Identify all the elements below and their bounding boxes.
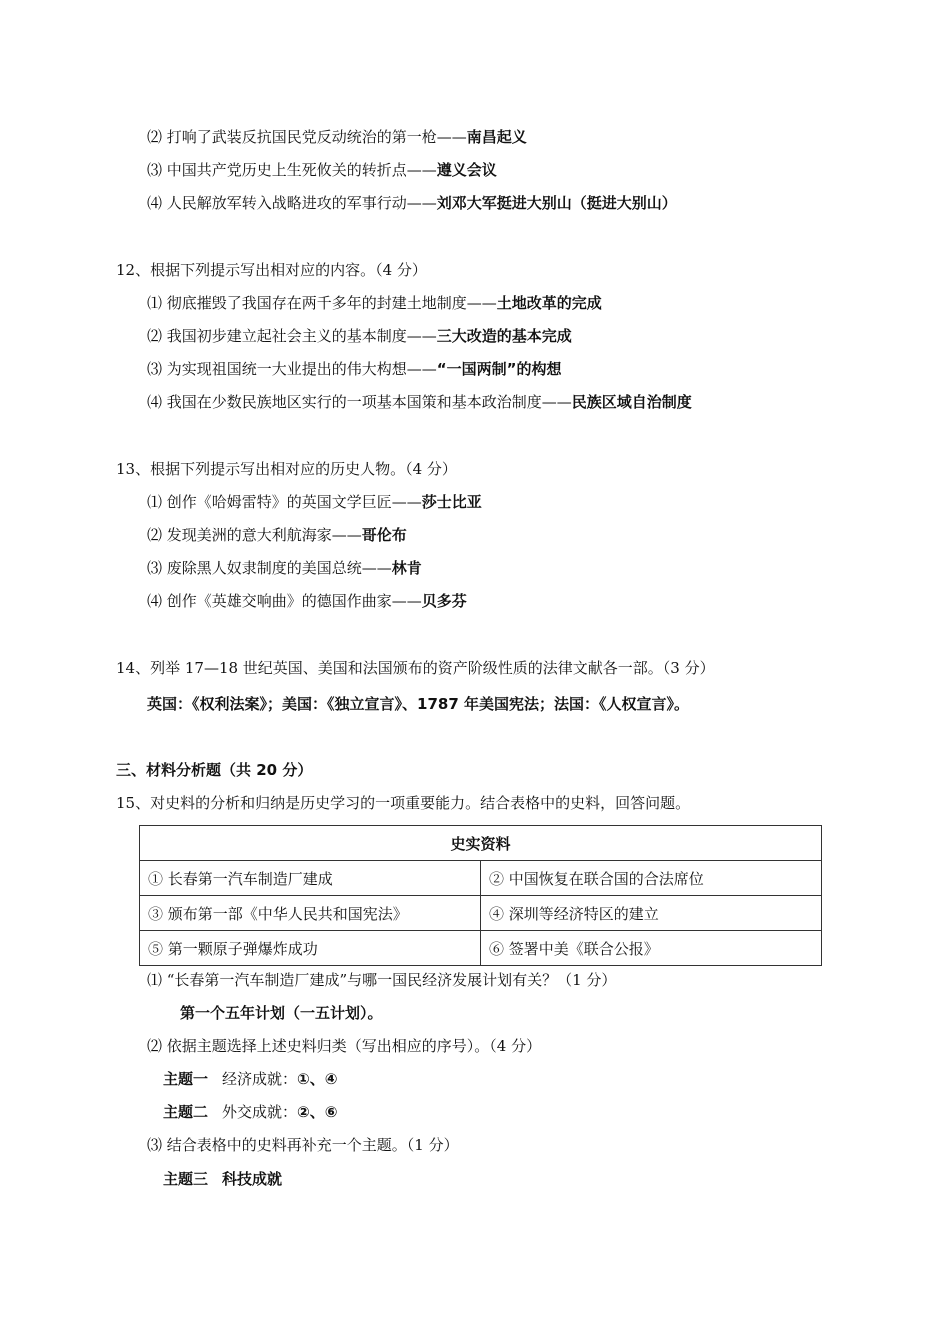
- q11-item-3: ⑶ 中国共产党历史上生死攸关的转折点——遵义会议: [147, 161, 497, 179]
- q11-item-2: ⑵ 打响了武装反抗国民党反动统治的第一枪——南昌起义: [147, 128, 527, 146]
- q15-sub3-question: ⑶ 结合表格中的史料再补充一个主题。（1 分）: [147, 1136, 459, 1154]
- theme-name: 经济成就：: [222, 1070, 298, 1088]
- q11-item-4: ⑷ 人民解放军转入战略进攻的军事行动——刘邓大军挺进大别山（挺进大别山）: [147, 194, 677, 212]
- theme-label: 主题二: [163, 1103, 209, 1121]
- theme-row-2: [163, 1102, 337, 1122]
- q12-title: 12、根据下列提示写出相对应的内容。（4 分）: [116, 261, 427, 279]
- q13-item-4: ⑷ 创作《英雄交响曲》的德国作曲家——贝多芬: [147, 592, 467, 610]
- q15-sub1-answer: 第一个五年计划（一五计划）。: [180, 1004, 383, 1022]
- theme-answer: 科技成就: [222, 1170, 283, 1188]
- answer: 哥伦布: [361, 526, 407, 544]
- q15-sub2-question: ⑵ 依据主题选择上述史料归类（写出相应的序号）。（4 分）: [147, 1037, 542, 1055]
- table-row: [140, 931, 822, 966]
- q12-item-3: ⑶ 为实现祖国统一大业提出的伟大构想——“一国两制”的构想: [147, 360, 562, 378]
- q12-item-2: ⑵ 我国初步建立起社会主义的基本制度——三大改造的基本完成: [147, 327, 572, 345]
- table-header: 史实资料: [140, 826, 822, 861]
- answer: “一国两制”的构想: [436, 360, 562, 378]
- q13-item-1: ⑴ 创作《哈姆雷特》的英国文学巨匠——莎士比亚: [147, 493, 482, 511]
- answer: 林肯: [391, 559, 422, 577]
- answer: 土地改革的完成: [496, 294, 602, 312]
- q13-item-3: ⑶ 废除黑人奴隶制度的美国总统——林肯: [147, 559, 422, 577]
- q13-item-2: ⑵ 发现美洲的意大利航海家——哥伦布: [147, 526, 407, 544]
- theme-answer: ②、⑥: [297, 1103, 338, 1121]
- q14-title: 14、列举 17—18 世纪英国、美国和法国颁布的资产阶级性质的法律文献各一部。（3 分）: [116, 659, 715, 677]
- q14-answer: 英国：《权利法案》；美国：《独立宣言》、1787 年美国宪法；法国：《人权宣言》。: [147, 695, 689, 713]
- theme-answer: ①、④: [297, 1070, 338, 1088]
- q15-title: 15、对史料的分析和归纳是历史学习的一项重要能力。结合表格中的史料，回答问题。: [116, 794, 691, 812]
- theme-label: 主题一: [163, 1070, 209, 1088]
- answer: 三大改造的基本完成: [436, 327, 572, 345]
- answer: 贝多芬: [421, 592, 467, 610]
- answer: 莎士比亚: [421, 493, 482, 511]
- table-cell: ③ 颁布第一部《中华人民共和国宪法》: [140, 896, 481, 931]
- section-title: 三、材料分析题（共 20 分）: [116, 761, 313, 779]
- table-cell: ⑥ 签署中美《联合公报》: [481, 931, 822, 966]
- table-cell: ④ 深圳等经济特区的建立: [481, 896, 822, 931]
- q12-item-1: ⑴ 彻底摧毁了我国存在两千多年的封建土地制度——土地改革的完成: [147, 294, 602, 312]
- q13-title: 13、根据下列提示写出相对应的历史人物。（4 分）: [116, 460, 457, 478]
- answer: 遵义会议: [436, 161, 497, 179]
- table-row: [140, 861, 822, 896]
- answer: 民族区域自治制度: [571, 393, 692, 411]
- theme-row-1: [163, 1069, 337, 1089]
- theme-name: 外交成就：: [222, 1103, 298, 1121]
- q12-item-4: ⑷ 我国在少数民族地区实行的一项基本国策和基本政治制度——民族区域自治制度: [147, 393, 692, 411]
- answer: 南昌起义: [466, 128, 527, 146]
- q15-sub1-question: ⑴ “长春第一汽车制造厂建成”与哪一国民经济发展计划有关？（1 分）: [147, 971, 617, 989]
- answer: 刘邓大军挺进大别山（挺进大别山）: [436, 194, 677, 212]
- theme-label: 主题三: [163, 1170, 209, 1188]
- theme-row-3: [163, 1169, 282, 1189]
- table-cell: ① 长春第一汽车制造厂建成: [140, 861, 481, 896]
- table-cell: ② 中国恢复在联合国的合法席位: [481, 861, 822, 896]
- table-row: [140, 896, 822, 931]
- table-cell: ⑤ 第一颗原子弹爆炸成功: [140, 931, 481, 966]
- table-header-row: [140, 826, 822, 861]
- history-table: [139, 825, 822, 966]
